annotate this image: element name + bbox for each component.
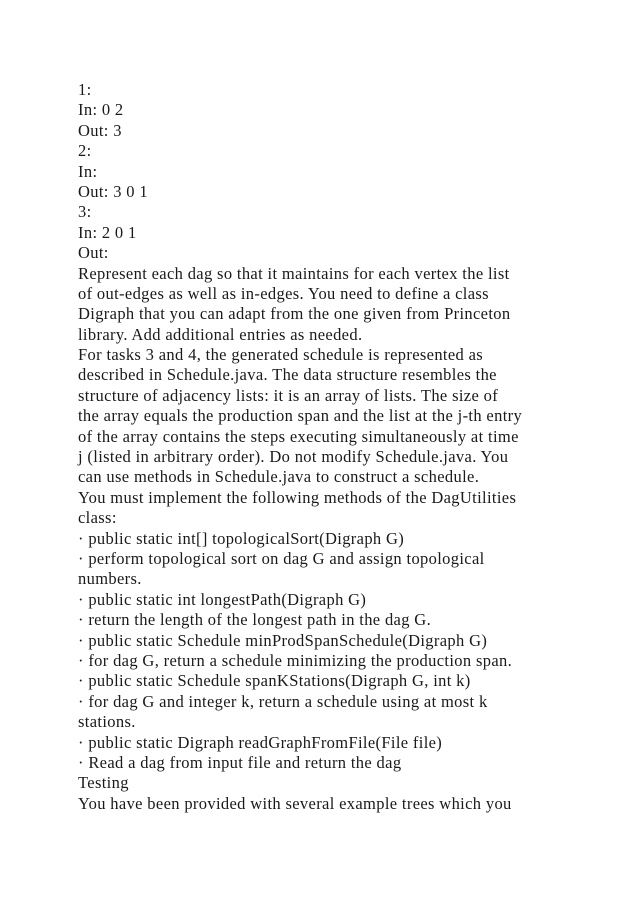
text-line: Represent each dag so that it maintains for each vertex the list	[78, 263, 510, 283]
text-line: · public static Digraph readGraphFromFile(File file)	[78, 732, 443, 752]
text-line: · public static int[] topologicalSort(Digraph G)	[78, 528, 405, 548]
text-line: For tasks 3 and 4, the generated schedule is represented as	[78, 345, 484, 365]
text-line: · public static Schedule minProdSpanSchedule(Digraph G)	[78, 630, 488, 650]
text-line: the array equals the production span and the list at the j-th entry	[78, 406, 523, 426]
text-line: 2:	[78, 141, 92, 161]
text-line: · public static Schedule spanKStations(Digraph G, int k)	[78, 671, 471, 691]
text-line: Out:	[78, 243, 109, 263]
text-line: · perform topological sort on dag G and assign topological	[78, 548, 485, 568]
text-line: class:	[78, 508, 117, 528]
text-line: of the array contains the steps executing simultaneously at time	[78, 426, 519, 446]
text-line: · public static int longestPath(Digraph G)	[78, 589, 367, 609]
text-line: structure of adjacency lists: it is an array of lists. The size of	[78, 385, 499, 405]
text-line: 1:	[78, 80, 92, 99]
text-line: j (listed in arbitrary order). Do not modify Schedule.java. You	[78, 447, 509, 467]
text-line: stations.	[78, 712, 136, 732]
text-line: You must implement the following methods of the DagUtilities	[78, 487, 517, 507]
text-line: In:	[78, 161, 98, 181]
text-line: · Read a dag from input file and return the dag	[78, 752, 402, 772]
text-line: library. Add additional entries as needed.	[78, 324, 363, 344]
text-line: You have been provided with several example trees which you	[78, 793, 512, 813]
text-line: Digraph that you can adapt from the one given from Princeton	[78, 304, 511, 324]
text-line: described in Schedule.java. The data structure resembles the	[78, 365, 497, 385]
text-line: numbers.	[78, 569, 142, 589]
text-line: 3:	[78, 202, 92, 222]
text-line: Testing	[78, 773, 129, 793]
text-line: In: 0 2	[78, 100, 124, 120]
text-line: · for dag G, return a schedule minimizing the production span.	[78, 650, 513, 670]
text-line: can use methods in Schedule.java to construct a schedule.	[78, 467, 480, 487]
text-line: of out-edges as well as in-edges. You need to define a class	[78, 283, 489, 303]
text-line: · return the length of the longest path in the dag G.	[78, 610, 432, 630]
text-line: Out: 3	[78, 120, 122, 140]
text-line: Out: 3 0 1	[78, 181, 148, 201]
text-line: · for dag G and integer k, return a schedule using at most k	[78, 691, 488, 711]
text-line: In: 2 0 1	[78, 222, 137, 242]
document-body	[78, 80, 618, 814]
